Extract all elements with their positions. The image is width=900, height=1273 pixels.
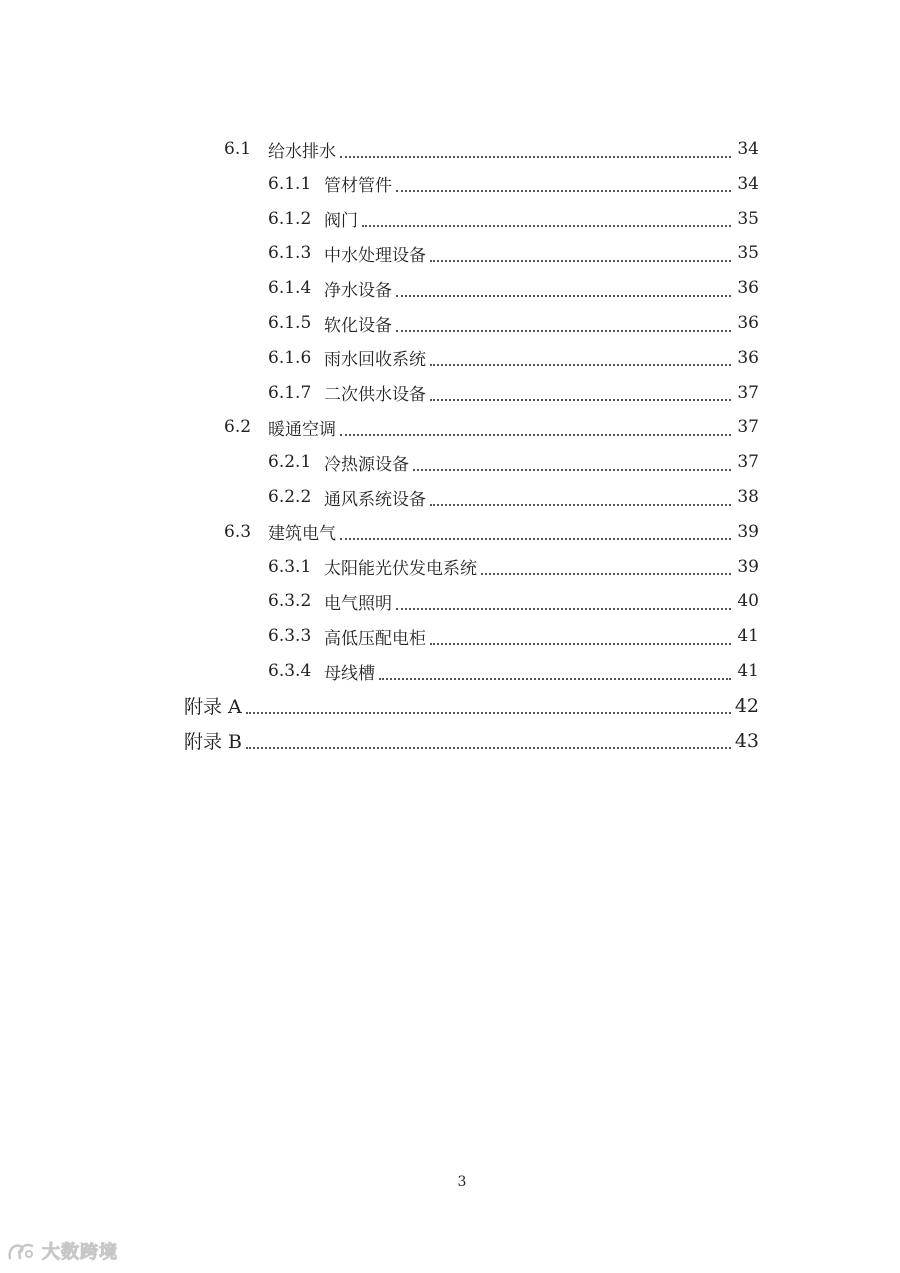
toc-entry-page: 37 bbox=[737, 382, 759, 403]
toc-dot-leader bbox=[396, 329, 731, 332]
toc-entry-number: 6.3.1 bbox=[268, 556, 312, 577]
toc-entry[interactable] bbox=[268, 167, 759, 201]
toc-entry[interactable] bbox=[268, 376, 759, 410]
toc-entry[interactable] bbox=[184, 689, 759, 723]
toc-entry-title: 软化设备 bbox=[324, 315, 392, 336]
toc-dot-leader bbox=[340, 155, 731, 158]
brand-logo-icon bbox=[6, 1238, 36, 1264]
toc-entry-title: 净水设备 bbox=[324, 280, 392, 301]
toc-entry-number: 6.1.3 bbox=[268, 243, 312, 264]
toc-entry-page: 35 bbox=[737, 208, 759, 229]
toc-entry-number: 6.1.6 bbox=[268, 347, 312, 368]
toc-entry-page: 41 bbox=[737, 626, 759, 647]
toc-entry[interactable] bbox=[268, 445, 759, 479]
toc-dot-leader bbox=[246, 711, 731, 714]
toc-entry[interactable] bbox=[268, 236, 759, 270]
toc-dot-leader bbox=[430, 503, 731, 506]
toc-dot-leader bbox=[362, 224, 731, 227]
toc-entry[interactable] bbox=[268, 202, 759, 236]
toc-dot-leader bbox=[396, 294, 731, 297]
toc-entry-title: 管材管件 bbox=[324, 176, 392, 197]
toc-dot-leader bbox=[340, 537, 731, 540]
toc-entry[interactable] bbox=[184, 724, 759, 758]
toc-entry-page: 36 bbox=[737, 347, 759, 368]
toc-entry[interactable] bbox=[268, 654, 759, 688]
toc-entry-title: 建筑电气 bbox=[268, 524, 336, 545]
watermark-text: 大数跨境 bbox=[42, 1242, 118, 1263]
toc-entry-page: 40 bbox=[737, 591, 759, 612]
toc-entry-page: 34 bbox=[737, 173, 759, 194]
toc-entry-number: 6.3.4 bbox=[268, 661, 312, 681]
toc-entry-title: 冷热源设备 bbox=[324, 454, 409, 475]
toc-entry[interactable] bbox=[268, 550, 759, 584]
toc-entry-number: 6.3 bbox=[224, 521, 252, 542]
toc-dot-leader bbox=[430, 642, 731, 645]
toc-entry[interactable] bbox=[268, 480, 759, 514]
toc-entry-page: 39 bbox=[737, 521, 759, 542]
toc-dot-leader bbox=[396, 607, 731, 610]
toc-dot-leader bbox=[379, 677, 731, 680]
toc-entry-number: 6.2.1 bbox=[268, 452, 312, 473]
toc-entry-title: 给水排水 bbox=[268, 141, 336, 162]
toc-entry-page: 34 bbox=[737, 139, 759, 159]
toc-entry-number: 6.1.2 bbox=[268, 208, 312, 229]
toc-entry-number: 6.1.1 bbox=[268, 173, 312, 194]
toc-entry-page: 38 bbox=[737, 487, 759, 507]
toc-dot-leader bbox=[413, 468, 731, 471]
toc-entry-page: 36 bbox=[737, 313, 759, 333]
toc-entry[interactable] bbox=[224, 410, 759, 444]
toc-entry[interactable] bbox=[268, 306, 759, 340]
toc-dot-leader bbox=[430, 259, 731, 262]
toc-entry[interactable] bbox=[268, 341, 759, 375]
toc-entry-title: 太阳能光伏发电系统 bbox=[324, 559, 477, 580]
toc-entry-number: 6.1.4 bbox=[268, 278, 312, 299]
toc-entry-number: 6.1 bbox=[224, 139, 252, 159]
toc-entry-title: 二次供水设备 bbox=[324, 385, 426, 406]
toc-dot-leader bbox=[481, 572, 731, 575]
toc-entry-number: 6.3.2 bbox=[268, 591, 312, 612]
toc-entry-title: 暖通空调 bbox=[268, 419, 336, 440]
toc-entry-title: 中水处理设备 bbox=[324, 245, 426, 266]
toc-entry[interactable] bbox=[268, 271, 759, 305]
toc-dot-leader bbox=[246, 746, 731, 749]
toc-entry-number: 6.2.2 bbox=[268, 487, 312, 507]
toc-entry[interactable] bbox=[268, 619, 759, 653]
toc-entry-page: 39 bbox=[737, 556, 759, 577]
toc-entry-title: 高低压配电柜 bbox=[324, 628, 426, 649]
toc-entry-page: 42 bbox=[734, 694, 759, 717]
watermark bbox=[6, 1238, 118, 1264]
toc-entry-title: 通风系统设备 bbox=[324, 489, 426, 510]
toc-dot-leader bbox=[396, 189, 731, 192]
toc-entry-title: 附录 B bbox=[184, 731, 243, 754]
toc-entry-number: 6.3.3 bbox=[268, 626, 312, 647]
toc-entry-title: 阀门 bbox=[324, 211, 358, 232]
toc-entry[interactable] bbox=[268, 584, 759, 618]
toc-dot-leader bbox=[340, 433, 731, 436]
toc-entry[interactable] bbox=[224, 132, 759, 166]
toc-entry-title: 雨水回收系统 bbox=[324, 350, 426, 371]
toc-entry[interactable] bbox=[224, 515, 759, 549]
toc-entry-number: 6.2 bbox=[224, 417, 252, 438]
toc-dot-leader bbox=[430, 363, 731, 366]
toc-entry-page: 37 bbox=[737, 452, 759, 473]
toc-entry-title: 母线槽 bbox=[324, 663, 375, 684]
toc-entry-page: 37 bbox=[737, 417, 759, 438]
toc-dot-leader bbox=[430, 398, 731, 401]
toc-entry-page: 43 bbox=[734, 729, 759, 752]
toc-entry-number: 6.1.5 bbox=[268, 313, 312, 333]
toc-entry-number: 6.1.7 bbox=[268, 382, 312, 403]
toc-entry-title: 附录 A bbox=[184, 696, 242, 719]
page-number: 3 bbox=[457, 1174, 467, 1190]
toc-entry-page: 36 bbox=[737, 278, 759, 299]
toc-entry-page: 41 bbox=[737, 661, 759, 681]
toc-entry-title: 电气照明 bbox=[324, 593, 392, 614]
toc-entry-page: 35 bbox=[737, 243, 759, 264]
